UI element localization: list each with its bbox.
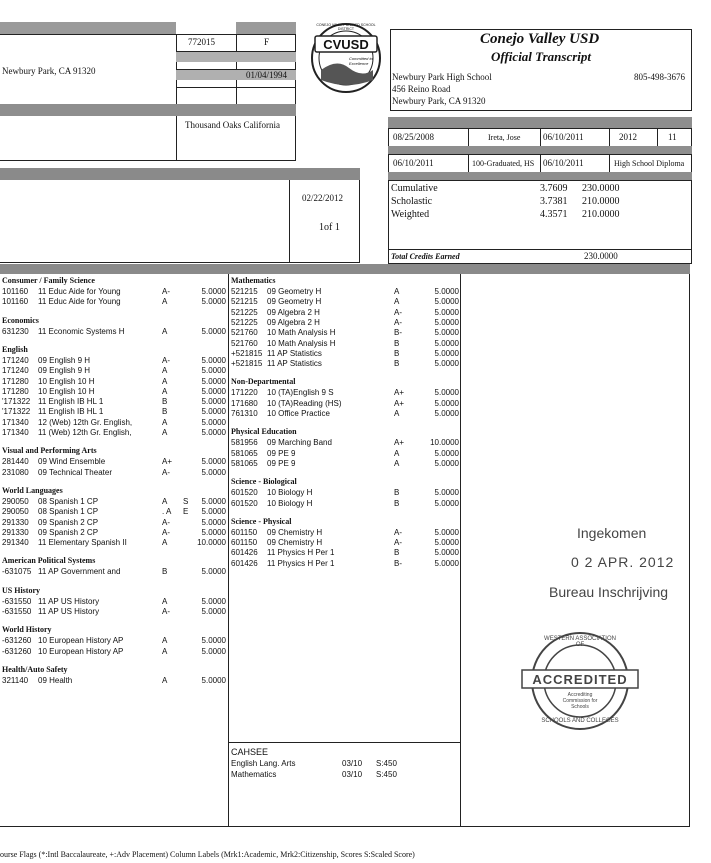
- gpa-credits-2: 210.0000: [582, 209, 620, 220]
- logo-motto: Committed to Excellence: [349, 56, 373, 66]
- birth-date: 01/04/1994: [246, 70, 288, 80]
- course-row: [0, 538, 228, 548]
- course-row: [0, 457, 228, 467]
- course-title: 11 AP Statistics: [267, 348, 322, 358]
- grad-status: 100-Graduated, HS: [472, 159, 535, 168]
- course-credits: 5.0000: [201, 527, 226, 537]
- page-number: 1of 1: [319, 222, 340, 233]
- section-title: Science - Biological: [231, 477, 297, 487]
- district-name: Conejo Valley USD: [480, 31, 600, 47]
- course-row: [229, 388, 460, 398]
- cahsee-date-1: 03/10: [342, 770, 363, 779]
- cahsee-score-0: S:450: [376, 759, 397, 768]
- header-bar-mid: [0, 104, 296, 116]
- cahsee-title: CAHSEE: [231, 747, 269, 757]
- course-row: [229, 528, 460, 538]
- course-row: [229, 287, 460, 297]
- course-grade: A: [162, 636, 168, 646]
- right-course-column: [229, 276, 460, 746]
- course-code: 601150: [231, 527, 258, 537]
- course-row: [229, 409, 460, 419]
- course-grade: A-: [162, 355, 170, 365]
- course-grade: A-: [162, 467, 170, 477]
- course-row: [0, 528, 228, 538]
- header-bar-top: [0, 22, 176, 34]
- course-credits: 5.0000: [434, 317, 459, 327]
- course-row: [0, 507, 228, 517]
- enroll-bar: [388, 117, 692, 128]
- course-title: 09 Algebra 2 H: [267, 317, 320, 327]
- course-code: -631550: [2, 596, 32, 606]
- course-code: 171220: [231, 388, 258, 398]
- course-grade: A+: [394, 398, 405, 408]
- course-code: '171322: [2, 407, 31, 417]
- section-title: Mathematics: [231, 276, 276, 285]
- course-grade: A: [394, 409, 400, 418]
- course-grade: B: [162, 567, 168, 577]
- course-credits: 5.0000: [434, 527, 459, 537]
- course-code: -631075: [2, 567, 32, 577]
- course-title: 10 (TA)English 9 S: [267, 388, 334, 398]
- course-credits: 5.0000: [434, 498, 459, 508]
- stamp-received: Ingekomen: [577, 525, 647, 541]
- section-title: Consumer / Family Science: [2, 276, 95, 285]
- birthplace: Thousand Oaks California: [185, 120, 280, 130]
- grade: 11: [668, 132, 677, 142]
- course-grade: A: [394, 297, 400, 307]
- course-grade: A: [162, 496, 168, 506]
- course-title: 09 Geometry H: [267, 287, 322, 296]
- course-credits: 5.0000: [201, 596, 226, 606]
- section-title: Economics: [2, 315, 39, 325]
- course-code: 601520: [231, 498, 258, 508]
- course-row: [0, 327, 228, 337]
- course-row: [229, 399, 460, 409]
- school-address1: 456 Reino Road: [392, 84, 451, 94]
- section-title: English: [2, 344, 28, 354]
- course-grade: A: [162, 386, 168, 396]
- course-title: 10 English 10 H: [38, 386, 95, 396]
- course-credits: 5.0000: [201, 366, 226, 376]
- course-code: 521225: [231, 307, 258, 317]
- section-title: World History: [2, 625, 52, 635]
- grad-date-2: 06/10/2011: [393, 158, 434, 168]
- course-code: 291330: [2, 517, 29, 527]
- course-title: 12 (Web) 12th Gr. English,: [38, 417, 133, 427]
- course-row: [0, 636, 228, 646]
- gpa-value-0: 3.7609: [540, 183, 568, 194]
- course-title: 10 English 10 H: [38, 376, 95, 386]
- course-code: 290050: [2, 507, 29, 517]
- course-credits: 5.0000: [201, 386, 226, 396]
- course-title: 09 Geometry H: [267, 297, 322, 307]
- course-row: [0, 607, 228, 617]
- citizenship-mark: S: [183, 496, 189, 506]
- course-title: 10 (TA)Reading (HS): [267, 398, 342, 408]
- course-code: 171340: [2, 428, 29, 437]
- course-grade: A: [162, 417, 168, 427]
- course-credits: 5.0000: [434, 297, 459, 307]
- course-row: [229, 308, 460, 318]
- course-row: [0, 366, 228, 376]
- course-code: 601150: [231, 538, 258, 548]
- course-title: 09 Marching Band: [267, 438, 332, 448]
- course-code: -631260: [2, 636, 32, 646]
- cahsee-test-0: English Lang. Arts: [231, 759, 296, 768]
- course-code: -631550: [2, 607, 32, 616]
- course-grade: A-: [162, 607, 170, 616]
- course-code: '171322: [2, 397, 31, 407]
- course-code: 521215: [231, 287, 258, 296]
- course-credits: 5.0000: [201, 636, 226, 646]
- course-code: 291330: [2, 527, 29, 537]
- course-title: 11 Physics H Per 1: [267, 558, 335, 568]
- course-credits: 5.0000: [201, 428, 226, 437]
- course-row: [0, 397, 228, 407]
- course-row: [0, 297, 228, 307]
- course-code: 171240: [2, 355, 29, 365]
- course-code: 171340: [2, 417, 29, 427]
- course-credits: 5.0000: [434, 398, 459, 408]
- course-row: [0, 497, 228, 507]
- course-code: -631260: [2, 646, 32, 656]
- course-grade: A+: [394, 438, 405, 448]
- course-title: 09 PE 9: [267, 448, 296, 458]
- course-title: 09 Chemistry H: [267, 527, 323, 537]
- course-row: [0, 377, 228, 387]
- school-phone: 805-498-3676: [634, 72, 685, 82]
- course-title: 09 Algebra 2 H: [267, 307, 320, 317]
- counselor: Ireta, Jose: [488, 133, 521, 142]
- course-credits: 5.0000: [201, 397, 226, 407]
- section-title: American Political Systems: [2, 556, 96, 566]
- course-code: 521760: [231, 328, 258, 338]
- course-title: 10 European History AP: [38, 636, 124, 646]
- course-grade: B: [394, 359, 400, 369]
- course-code: 101160: [2, 287, 29, 296]
- course-credits: 5.0000: [201, 417, 226, 427]
- course-grade: A: [162, 596, 168, 606]
- course-credits: 5.0000: [434, 359, 459, 369]
- grad-date: 06/10/2011: [543, 132, 584, 142]
- course-row: [229, 359, 460, 369]
- seal-band: ACCREDITED: [532, 672, 628, 687]
- gpa-credits-0: 230.0000: [582, 183, 620, 194]
- course-grade: B: [394, 548, 400, 558]
- course-credits: 5.0000: [201, 646, 226, 656]
- course-row: [0, 676, 228, 686]
- total-credits-value: 230.0000: [584, 251, 618, 261]
- courses-bar: [0, 264, 690, 274]
- course-credits: 5.0000: [201, 407, 226, 417]
- course-title: 08 Spanish 1 CP: [38, 507, 99, 517]
- course-title: 11 Economic Systems H: [38, 326, 125, 336]
- course-title: 11 AP Government and: [38, 567, 121, 577]
- course-title: 10 Math Analysis H: [267, 328, 336, 338]
- course-credits: 5.0000: [201, 517, 226, 527]
- grad-bar: [388, 146, 692, 154]
- gpa-label-0: Cumulative: [391, 183, 438, 194]
- section-title: World Languages: [2, 485, 63, 495]
- course-row: [229, 488, 460, 498]
- course-credits: 5.0000: [434, 328, 459, 338]
- cahsee-date-0: 03/10: [342, 759, 363, 768]
- course-title: 11 AP Statistics: [267, 359, 322, 369]
- course-title: 11 English IB HL 1: [38, 397, 104, 407]
- course-grade: A-: [162, 287, 170, 296]
- course-credits: 5.0000: [434, 458, 459, 468]
- course-row: [0, 356, 228, 366]
- course-grade: A: [162, 646, 168, 656]
- course-grade: A: [162, 366, 168, 376]
- diploma: High School Diploma: [614, 159, 685, 168]
- course-code: 101160: [2, 297, 29, 307]
- course-credits: 5.0000: [434, 548, 459, 558]
- course-grade: A-: [394, 317, 402, 327]
- course-title: 11 English IB HL 1: [38, 407, 104, 417]
- citizenship-mark: E: [183, 507, 189, 517]
- section-title: Science - Physical: [231, 516, 292, 526]
- course-row: [229, 318, 460, 328]
- accreditation-seal: [520, 628, 640, 734]
- course-row: [0, 428, 228, 438]
- course-code: 281440: [2, 457, 29, 467]
- course-grade: A+: [162, 457, 173, 467]
- course-row: [229, 548, 460, 558]
- section-title: Physical Education: [231, 427, 297, 437]
- course-credits: 5.0000: [201, 297, 226, 307]
- course-title: 09 English 9 H: [38, 355, 91, 365]
- course-code: 521225: [231, 317, 258, 327]
- course-title: 09 Chemistry H: [267, 538, 323, 548]
- course-row: [229, 328, 460, 338]
- course-grade: B: [162, 397, 168, 407]
- header-bar-top-right: [236, 22, 296, 34]
- course-credits: 5.0000: [201, 675, 226, 685]
- course-title: 09 PE 9: [267, 458, 296, 468]
- course-title: 10 Biology H: [267, 498, 313, 508]
- seal-center: Accrediting Commission for Schools: [562, 692, 598, 710]
- course-row: [229, 499, 460, 509]
- course-grade: . A: [162, 507, 172, 517]
- course-credits: 5.0000: [201, 457, 226, 467]
- course-title: 10 Biology H: [267, 488, 313, 498]
- course-title: 10 Math Analysis H: [267, 338, 336, 348]
- gpa-value-2: 4.3571: [540, 209, 568, 220]
- course-title: 11 AP US History: [38, 607, 100, 616]
- course-code: 601426: [231, 548, 258, 558]
- city-line: Newbury Park, CA 91320: [2, 66, 96, 76]
- gpa-label-1: Scholastic: [391, 196, 433, 207]
- course-grade: A-: [394, 538, 402, 548]
- course-credits: 5.0000: [434, 409, 459, 418]
- course-code: 631230: [2, 326, 29, 336]
- entry-date: 08/25/2008: [393, 132, 435, 142]
- cahsee-score-1: S:450: [376, 770, 397, 779]
- course-grade: B: [394, 338, 400, 348]
- course-title: 11 AP US History: [38, 596, 100, 606]
- course-title: 09 Wind Ensemble: [38, 457, 106, 467]
- transcript-title: Official Transcript: [491, 49, 592, 64]
- course-grade: B-: [394, 328, 402, 338]
- course-credits: 5.0000: [434, 488, 459, 498]
- course-credits: 5.0000: [201, 607, 226, 616]
- course-credits: 5.0000: [201, 496, 226, 506]
- course-grade: B-: [394, 558, 402, 568]
- course-row: [229, 349, 460, 359]
- course-grade: A: [162, 675, 168, 685]
- header-bar-lower: [0, 168, 360, 180]
- course-row: [0, 567, 228, 577]
- course-row: [0, 418, 228, 428]
- course-row: [0, 407, 228, 417]
- course-credits: 5.0000: [434, 348, 459, 358]
- year: 2012: [619, 132, 637, 142]
- course-grade: A: [394, 458, 400, 468]
- section-title: Visual and Performing Arts: [2, 446, 97, 456]
- course-credits: 5.0000: [434, 388, 459, 398]
- course-code: 231080: [2, 467, 29, 477]
- course-row: [0, 518, 228, 528]
- course-grade: A: [394, 287, 400, 296]
- course-title: 09 Technical Theater: [38, 467, 112, 477]
- course-title: 09 Spanish 2 CP: [38, 517, 99, 527]
- course-credits: 5.0000: [434, 558, 459, 568]
- course-grade: B: [394, 348, 400, 358]
- course-credits: 5.0000: [434, 448, 459, 458]
- logo-text: CVUSD: [323, 37, 369, 52]
- course-title: 08 Spanish 1 CP: [38, 496, 99, 506]
- course-row: [0, 468, 228, 478]
- course-row: [229, 297, 460, 307]
- course-credits: 5.0000: [434, 307, 459, 317]
- section-title: Non-Departmental: [231, 377, 296, 387]
- course-grade: A-: [394, 527, 402, 537]
- course-title: 11 Educ Aide for Young: [38, 287, 121, 296]
- course-title: 09 English 9 H: [38, 366, 91, 376]
- gpa-bar: [388, 172, 692, 180]
- course-code: 581956: [231, 438, 258, 448]
- course-code: 171280: [2, 386, 29, 396]
- course-title: 11 Educ Aide for Young: [38, 297, 121, 307]
- course-code: +521815: [231, 359, 263, 369]
- course-title: 10 Office Practice: [267, 409, 330, 418]
- course-title: 09 Health: [38, 675, 73, 685]
- course-row: [229, 538, 460, 548]
- course-title: 10 European History AP: [38, 646, 124, 656]
- course-code: 761310: [231, 409, 258, 418]
- course-row: [0, 387, 228, 397]
- course-code: 321140: [2, 675, 29, 685]
- course-grade: A-: [162, 517, 170, 527]
- course-code: 601426: [231, 558, 258, 568]
- section-title: Health/Auto Safety: [2, 664, 68, 674]
- course-credits: 5.0000: [201, 567, 226, 577]
- course-code: 521760: [231, 338, 258, 348]
- course-code: 521215: [231, 297, 258, 307]
- course-title: 11 Physics H Per 1: [267, 548, 335, 558]
- gpa-value-1: 3.7381: [540, 196, 568, 207]
- gender: F: [264, 37, 270, 47]
- stamp-date: 0 2 APR. 2012: [571, 554, 675, 570]
- course-grade: B: [394, 488, 400, 498]
- course-grade: B: [394, 498, 400, 508]
- course-code: 291340: [2, 538, 29, 548]
- course-grade: A: [162, 326, 168, 336]
- id-number: 772015: [188, 37, 215, 47]
- course-row: [229, 559, 460, 569]
- gpa-label-2: Weighted: [391, 209, 430, 220]
- cahsee-test-1: Mathematics: [231, 770, 277, 779]
- footer-legend: ourse Flags (*:Intl Baccalaureate, +:Adv Placement) Column Labels (Mrk1:Academic, Mrk2:Citizenship, Scores S:Scaled Score): [0, 850, 415, 859]
- course-row: [0, 647, 228, 657]
- course-credits: 5.0000: [434, 287, 459, 296]
- course-credits: 10.0000: [430, 438, 459, 448]
- course-credits: 5.0000: [434, 538, 459, 548]
- school-address2: Newbury Park, CA 91320: [392, 96, 486, 106]
- course-credits: 5.0000: [201, 287, 226, 296]
- course-title: 11 (Web) 12th Gr. English,: [38, 428, 132, 437]
- course-grade: B: [162, 407, 168, 417]
- course-credits: 10.0000: [197, 538, 226, 548]
- course-code: +521815: [231, 348, 263, 358]
- course-code: 601520: [231, 488, 258, 498]
- course-row: [229, 438, 460, 448]
- issue-date: 02/22/2012: [302, 193, 344, 203]
- district-logo: [307, 18, 385, 100]
- course-grade: A: [162, 428, 168, 437]
- stamp-office: Bureau Inschrijving: [549, 584, 669, 600]
- course-code: 581065: [231, 448, 258, 458]
- total-credits-label: Total Credits Earned: [391, 252, 460, 261]
- course-row: [229, 449, 460, 459]
- seal-ring-bottom: SCHOOLS AND COLLEGES: [541, 718, 619, 724]
- course-grade: A: [394, 448, 400, 458]
- course-code: 171240: [2, 366, 29, 376]
- course-title: 09 Spanish 2 CP: [38, 527, 99, 537]
- course-row: [0, 287, 228, 297]
- section-title: US History: [2, 585, 40, 595]
- course-grade: A: [162, 376, 168, 386]
- course-grade: A+: [394, 388, 405, 398]
- course-credits: 5.0000: [201, 467, 226, 477]
- seal-ring-top: WESTERN ASSOCIATION OF: [544, 636, 616, 648]
- course-grade: A: [162, 538, 168, 548]
- course-code: 171280: [2, 376, 29, 386]
- gpa-credits-1: 210.0000: [582, 196, 620, 207]
- course-row: [0, 597, 228, 607]
- left-course-column: [0, 276, 228, 826]
- course-credits: 5.0000: [201, 355, 226, 365]
- course-credits: 5.0000: [201, 507, 226, 517]
- course-code: 290050: [2, 496, 29, 506]
- grad-date-3: 06/10/2011: [543, 158, 584, 168]
- course-code: 581065: [231, 458, 258, 468]
- course-grade: A-: [162, 527, 170, 537]
- logo-ring-text: CONEJO VALLEY UNIFIED SCHOOL DISTRICT: [316, 23, 376, 31]
- course-credits: 5.0000: [201, 326, 226, 336]
- course-row: [229, 459, 460, 469]
- course-title: 11 Elementary Spanish II: [38, 538, 127, 548]
- school-name: Newbury Park High School: [392, 72, 492, 82]
- course-row: [229, 339, 460, 349]
- course-credits: 5.0000: [201, 376, 226, 386]
- course-credits: 5.0000: [434, 338, 459, 348]
- course-code: 171680: [231, 398, 258, 408]
- course-grade: A: [162, 297, 168, 307]
- course-grade: A-: [394, 307, 402, 317]
